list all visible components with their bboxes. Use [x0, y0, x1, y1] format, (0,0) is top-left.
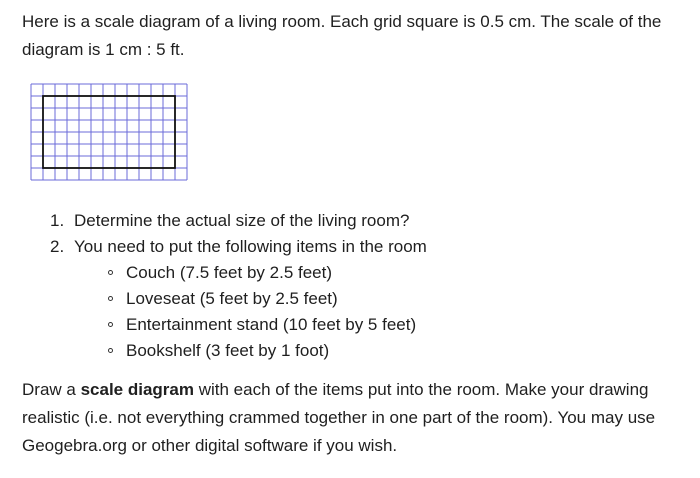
- question-1: [22, 208, 662, 234]
- instructions-text-end: with each of the items put into the room. Make your drawing realistic (i.e. not everything crammed together in one part of the room). You may use Geogebra.org or other digital software if you wish.: [22, 380, 656, 455]
- furniture-item-bookshelf: [74, 338, 662, 364]
- intro-text: Here is a scale diagram of a living room. Each grid square is 0.5 cm. The scale of the diagram is 1 cm : 5 ft.: [22, 12, 662, 59]
- furniture-item-label: Entertainment stand (10 feet by 5 feet): [126, 315, 417, 334]
- instructions-bold-term: scale diagram: [80, 380, 194, 399]
- furniture-item-entertainment-stand: [74, 312, 662, 338]
- question-2: [22, 234, 662, 364]
- question-text: Determine the actual size of the living room?: [74, 211, 410, 230]
- question-number: 1.: [50, 211, 65, 230]
- furniture-item-label: Bookshelf (3 feet by 1 foot): [126, 341, 330, 360]
- question-number: 2.: [50, 237, 65, 256]
- bullet-circle-icon: [108, 322, 113, 327]
- bullet-circle-icon: [108, 270, 113, 275]
- furniture-item-label: Couch (7.5 feet by 2.5 feet): [126, 263, 333, 282]
- bullet-circle-icon: [108, 348, 113, 353]
- question-list: [22, 208, 662, 364]
- bullet-circle-icon: [108, 296, 113, 301]
- instructions-text-start: Draw a: [22, 380, 81, 399]
- furniture-list: [74, 260, 662, 364]
- furniture-item-label: Loveseat (5 feet by 2.5 feet): [126, 289, 338, 308]
- living-room-grid-diagram: [30, 83, 188, 181]
- question-text: You need to put the following items in the room: [74, 237, 427, 256]
- furniture-item-loveseat: [74, 286, 662, 312]
- furniture-item-couch: [74, 260, 662, 286]
- instructions-paragraph: [22, 376, 682, 460]
